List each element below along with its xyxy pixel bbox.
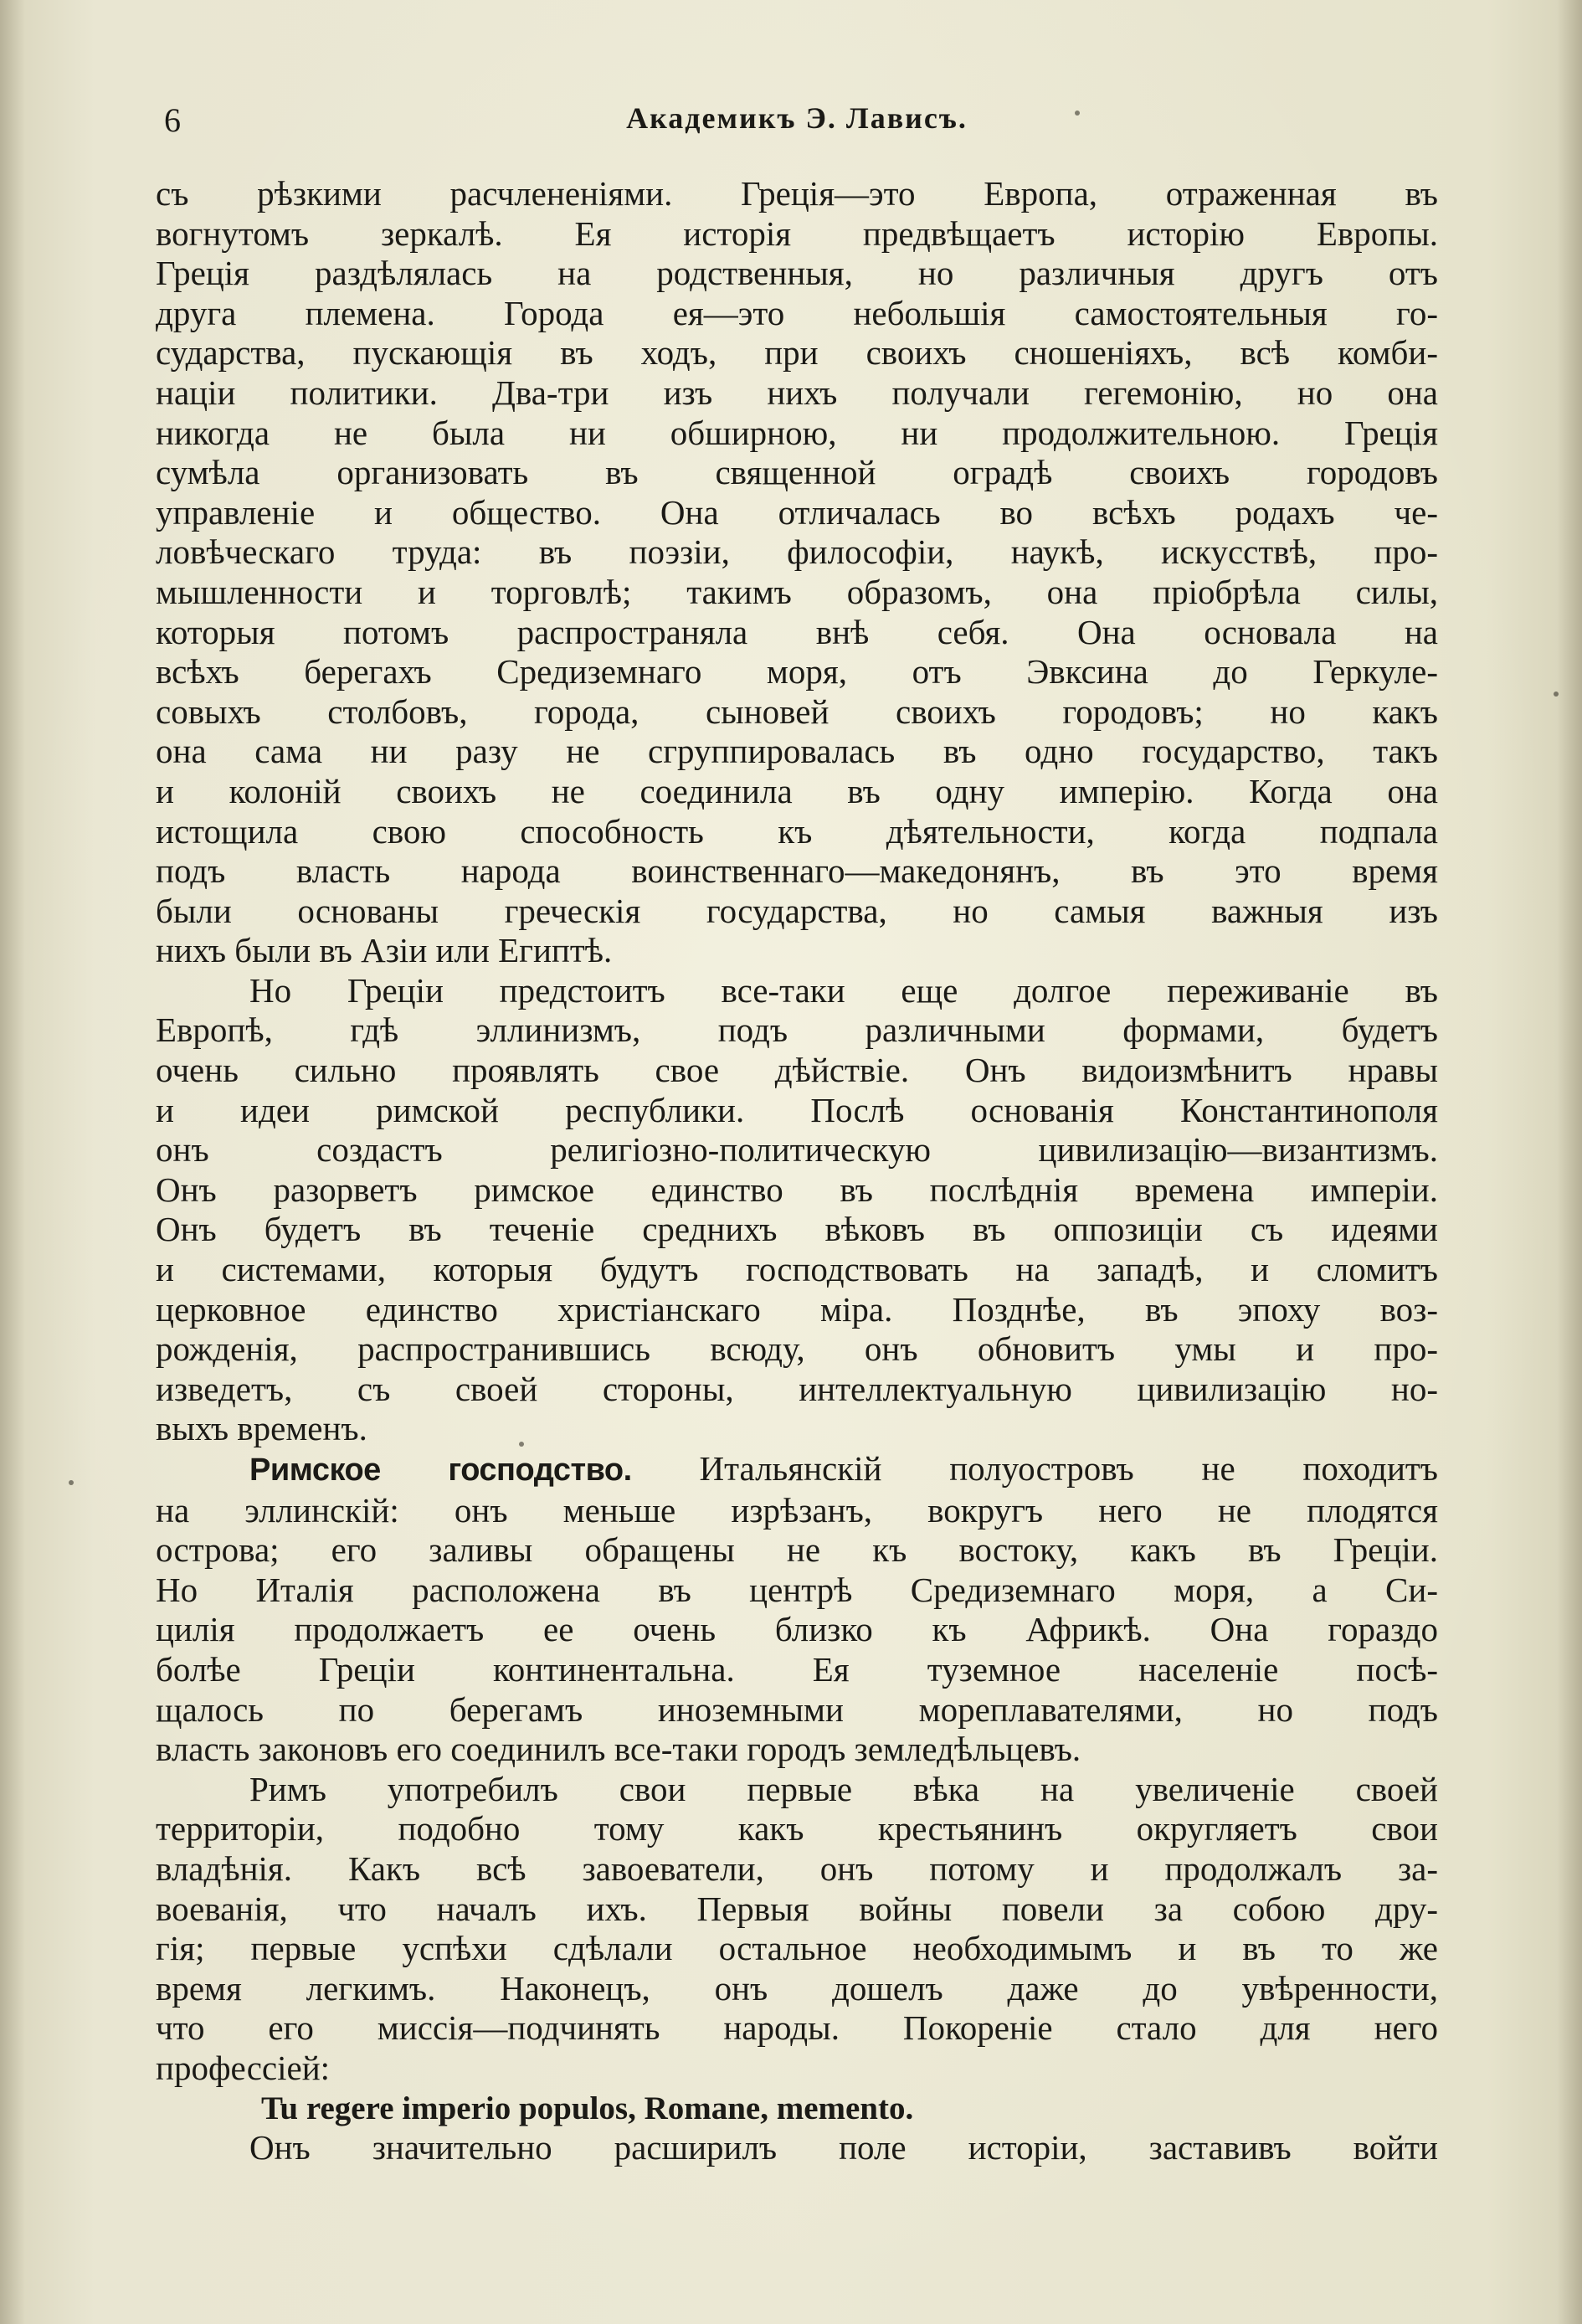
text-line: Римъ употребилъ свои первые вѣка на увеличеніе своей xyxy=(249,1769,1438,1808)
text-line: церковное единство христіанскаго міра. Позднѣе, въ эпоху воз- xyxy=(156,1289,1438,1329)
text-line: Но Греціи предстоитъ все-таки еще долгое переживаніе въ xyxy=(249,970,1438,1010)
text-line: истощила свою способность къ дѣятельности, когда подпала xyxy=(156,811,1438,851)
text-line: были основаны греческія государства, но самыя важныя изъ xyxy=(156,891,1438,930)
text-line: изведетъ, съ своей стороны, интеллектуальную цивилизацію но- xyxy=(156,1369,1438,1408)
text-line: онъ создастъ религіозно-политическую цивилизацію—византизмъ. xyxy=(156,1130,1438,1170)
section-heading-continuation: Итальянскій полуостровъ не походитъ xyxy=(699,1449,1439,1488)
text-line: сударства, пускающія въ ходъ, при своихъ сношеніяхъ, всѣ комби- xyxy=(156,333,1438,373)
right-edge-shadow xyxy=(1557,0,1582,2324)
text-line: очень сильно проявлять свое дѣйствіе. Онъ видоизмѣнитъ нравы xyxy=(156,1051,1438,1090)
scan-speck xyxy=(1075,111,1080,116)
text-line: Онъ разорветъ римское единство въ послѣднія времена имперіи. xyxy=(156,1170,1438,1209)
scan-speck xyxy=(519,1442,524,1447)
scan-speck xyxy=(69,1480,74,1485)
text-line: Греція раздѣлялась на родственныя, но различныя другъ отъ xyxy=(156,254,1438,293)
text-line: нихъ были въ Азіи или Египтѣ. xyxy=(156,931,613,970)
text-line: что его миссія—подчинять народы. Покореніе стало для него xyxy=(156,2008,1438,2048)
text-line: гія; первые успѣхи сдѣлали остальное необходимымъ и въ то же xyxy=(156,1929,1438,1968)
text-line: друга племена. Города ея—это небольшія самостоятельныя го- xyxy=(156,293,1438,332)
text-line: выхъ временъ. xyxy=(156,1409,367,1448)
text-line: управленіе и общество. Она отличалась во всѣхъ родахъ че- xyxy=(156,492,1438,532)
page-header xyxy=(156,94,1438,152)
paragraph-hellenism xyxy=(156,971,1438,1449)
text-line: профессіей: xyxy=(156,2048,331,2087)
text-line: на эллинскій: онъ меньше изрѣзанъ, вокругъ него не плодятся xyxy=(156,1490,1438,1530)
text-line: острова; его заливы обращены не къ востоку, какъ въ Греціи. xyxy=(156,1530,1438,1570)
text-line: и системами, которыя будутъ господствовать на западѣ, и сломитъ xyxy=(156,1250,1438,1289)
text-line: Онъ будетъ въ теченіе среднихъ вѣковъ въ оппозиціи съ идеями xyxy=(156,1210,1438,1249)
text-line: владѣнія. Какъ всѣ завоеватели, онъ потому и продолжалъ за- xyxy=(156,1848,1438,1888)
text-line: сумѣла организовать въ священной оградѣ своихъ городовъ xyxy=(156,453,1438,492)
text-line: ловѣческаго труда: въ поэзіи, философіи, наукѣ, искусствѣ, про- xyxy=(156,532,1438,572)
text-line: Европѣ, гдѣ эллинизмъ, подъ различными формами, будетъ xyxy=(156,1010,1438,1050)
text-line: территоріи, подобно тому какъ крестьянинъ округляетъ свои xyxy=(156,1809,1438,1848)
text-line: Онъ значительно расширилъ поле исторіи, заставивъ войти xyxy=(249,2128,1438,2167)
paragraph-history xyxy=(156,2128,1438,2168)
text-line: Но Италія расположена въ центрѣ Средиземнаго моря, а Си- xyxy=(156,1570,1438,1609)
left-edge-shadow xyxy=(0,0,25,2324)
paragraph-greece xyxy=(156,174,1438,971)
text-line: съ рѣзкими расчлененіями. Греція—это Европа, отраженная въ xyxy=(156,174,1438,213)
text-line: власть законовъ его соединилъ все-таки городъ земледѣльцевъ. xyxy=(156,1730,1081,1769)
text-line: болѣе Греціи континентальна. Ея туземное населеніе посѣ- xyxy=(156,1649,1438,1689)
text-line: и идеи римской республики. Послѣ основанія Константинополя xyxy=(156,1090,1438,1129)
page-text xyxy=(156,174,1438,2168)
text-line: время легкимъ. Наконецъ, онъ дошелъ даже до увѣренности, xyxy=(156,1968,1438,2008)
text-line: рожденія, распространившись всюду, онъ обновитъ умы и про- xyxy=(156,1329,1438,1369)
text-line: щалось по берегамъ иноземными мореплавателями, но подъ xyxy=(156,1689,1438,1729)
text-line: всѣхъ берегахъ Средиземнаго моря, отъ Эвксина до Геркуле- xyxy=(156,652,1438,692)
text-line: никогда не была ни обширною, ни продолжительною. Греція xyxy=(156,413,1438,452)
text-line: мышленности и торговлѣ; такимъ образомъ, она пріобрѣла силы, xyxy=(156,572,1438,611)
scan-speck xyxy=(1554,692,1559,697)
text-line: и колоній своихъ не соединила въ одну имперію. Когда она xyxy=(156,771,1438,810)
text-line: вогнутомъ зеркалѣ. Ея исторія предвѣщаетъ исторію Европы. xyxy=(156,213,1438,253)
section-heading: Римское господство. xyxy=(249,1452,632,1488)
text-line: цилія продолжаетъ ее очень близко къ Африкѣ. Она гораздо xyxy=(156,1610,1438,1649)
text-line: націи политики. Два-три изъ нихъ получали гегемонію, но она xyxy=(156,373,1438,412)
text-line: она сама ни разу не сгруппировалась въ одно государство, такъ xyxy=(156,732,1438,771)
text-line: совыхъ столбовъ, города, сыновей своихъ городовъ; но какъ xyxy=(156,692,1438,731)
text-line: подъ власть народа воинственнаго—македонянъ, въ это время xyxy=(156,851,1438,891)
running-title: Академикъ Э. Лависъ. xyxy=(626,101,968,135)
text-line: которыя потомъ распространяла внѣ себя. Она основала на xyxy=(156,612,1438,651)
text-line: воеванія, что началъ ихъ. Первыя войны повели за собою дру- xyxy=(156,1889,1438,1928)
paragraph-rome-conquest xyxy=(156,1770,1438,2089)
paragraph-roman-rule xyxy=(156,1449,1438,1770)
latin-quote: Tu regere imperio populos, Romane, memento. xyxy=(261,2090,914,2126)
page-number: 6 xyxy=(164,101,181,139)
text-line xyxy=(156,1449,1438,1491)
